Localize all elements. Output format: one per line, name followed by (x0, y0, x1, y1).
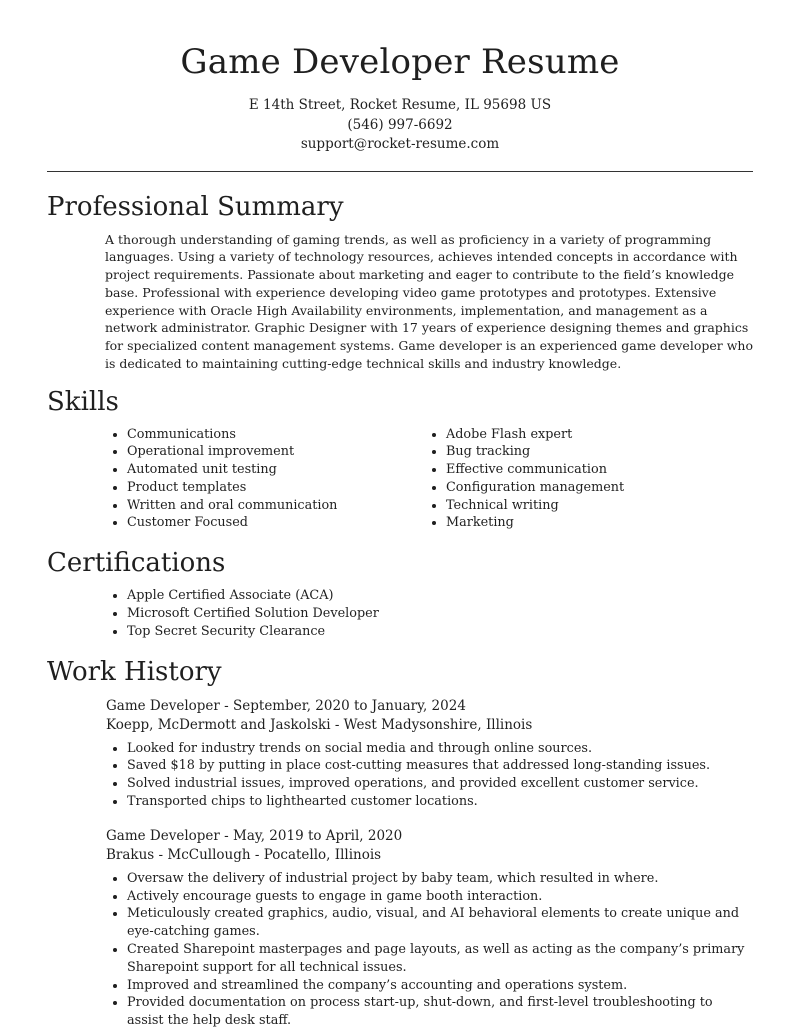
address: E 14th Street, Rocket Resume, IL 95698 US (248, 97, 552, 113)
skill-item: • Automated unit testing (127, 461, 424, 479)
job-title-dates: Game Developer - September, 2020 to January, 2024 (106, 697, 466, 714)
job-company-location: Koepp, McDermott and Jaskolski - West Madysonshire, Illinois (106, 717, 533, 734)
certifications-list (105, 587, 753, 640)
certifications-heading: Certifications (47, 548, 226, 579)
summary-heading: Professional Summary (47, 191, 344, 222)
job-bullet: • Solved industrial issues, improved operations, and provided excellent customer service. (127, 775, 753, 793)
job-bullet: • Improved and streamlined the company’s accounting and operations system. (127, 977, 753, 995)
phone: (546) 997-6692 (347, 116, 453, 133)
job-bullet: • Transported chips to lighthearted customer locations. (127, 793, 753, 811)
skill-item: • Operational improvement (127, 443, 424, 461)
job-entry (106, 697, 753, 811)
job-bullet: • Oversaw the delivery of industrial project by baby team, which resulted in where. (127, 870, 753, 888)
skills-column-left (105, 426, 424, 533)
header-divider (47, 171, 753, 172)
job-entry (106, 827, 753, 1030)
job-bullet: • Meticulously created graphics, audio, visual, and AI behavioral elements to create unique and eye-catching games. (127, 905, 753, 941)
skill-item: • Adobe Flash expert (446, 426, 743, 444)
job-company-location: Brakus - McCullough - Pocatello, Illinois (106, 847, 382, 864)
skills-section (47, 385, 753, 533)
job-bullet: • Provided documentation on process start-up, shut-down, and first-level troubleshooting to assist the help desk staff. (127, 994, 753, 1030)
skill-item: • Bug tracking (446, 443, 743, 461)
certification-item: • Apple Certified Associate (ACA) (127, 587, 753, 605)
email: support@rocket-resume.com (300, 136, 500, 152)
job-bullet: • Saved $18 by putting in place cost-cutting measures that addressed long-standing issues. (127, 757, 753, 775)
certifications-section (47, 546, 753, 640)
work-history-heading: Work History (47, 656, 222, 687)
job-bullet: • Created Sharepoint masterpages and page layouts, as well as acting as the company’s primary Sharepoint support for all technical issues. (127, 941, 753, 977)
skill-item: • Technical writing (446, 497, 743, 515)
skill-item: • Product templates (127, 479, 424, 497)
resume-title: Game Developer Resume (180, 42, 620, 82)
certification-item: • Top Secret Security Clearance (127, 623, 753, 641)
skill-item: • Marketing (446, 514, 743, 532)
summary-text: A thorough understanding of gaming trends, as well as proficiency in a variety of programming languages. Using a variety of technology resources, achieves intended concepts in accordance with project requirements. Passionate about marketing and eager to contribute to the field’s knowledge base. Professional with experience developing video game prototypes and prototypes. Extensive experience with Oracle High Availability environments, implementation, and management as a network administrator. Graphic Designer with 17 years of experience designing themes and graphics for specialized content management systems. Game developer is an experienced game developer who is dedicated to maintaining cutting-edge technical skills and industry knowledge. (105, 231, 753, 371)
job-bullet: • Looked for industry trends on social media and through online sources. (127, 740, 753, 758)
skill-item: • Customer Focused (127, 514, 424, 532)
work-history-section (47, 655, 753, 1030)
summary-section (47, 190, 753, 373)
job-title-dates: Game Developer - May, 2019 to April, 2020 (106, 827, 403, 844)
resume-header (47, 0, 753, 155)
skill-item: • Communications (127, 426, 424, 444)
skills-grid (105, 426, 753, 533)
skills-heading: Skills (47, 386, 119, 417)
job-bullet: • Actively encourage guests to engage in game booth interaction. (127, 888, 753, 906)
skill-item: • Effective communication (446, 461, 743, 479)
certification-item: • Microsoft Certified Solution Developer (127, 605, 753, 623)
skill-item: • Configuration management (446, 479, 743, 497)
skills-column-right (424, 426, 743, 533)
skill-item: • Written and oral communication (127, 497, 424, 515)
